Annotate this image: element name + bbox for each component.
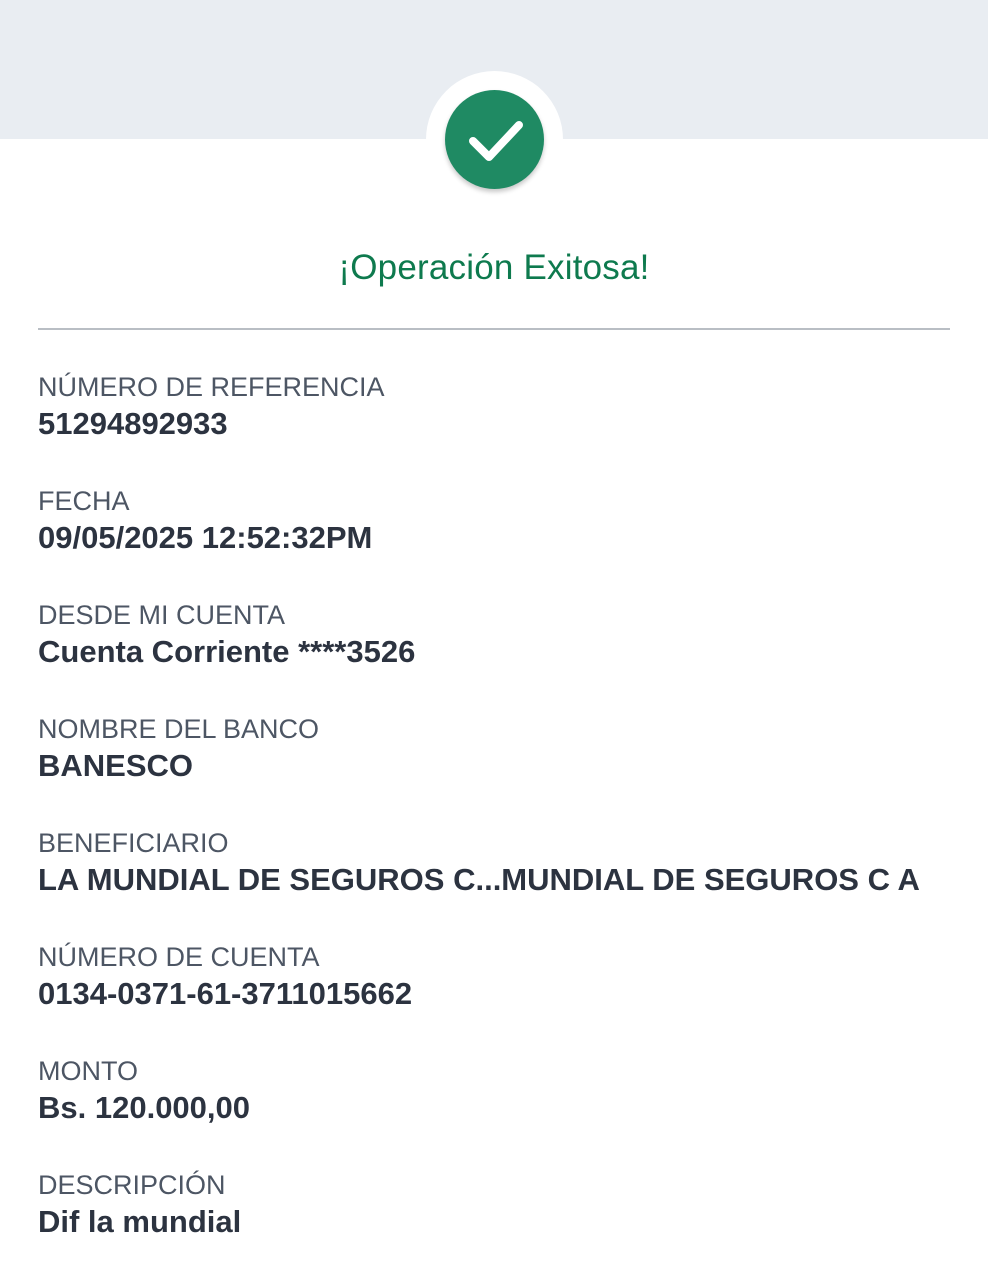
field-value: Bs. 120.000,00 bbox=[38, 1090, 251, 1125]
field-label: DESDE MI CUENTA bbox=[38, 600, 286, 630]
field-label: NOMBRE DEL BANCO bbox=[38, 714, 320, 744]
field-value: Cuenta Corriente ****3526 bbox=[38, 634, 416, 669]
success-title: ¡Operación Exitosa! bbox=[338, 248, 650, 287]
divider bbox=[38, 328, 950, 330]
field-date bbox=[38, 484, 968, 598]
field-source-account bbox=[38, 598, 968, 712]
check-circle-icon bbox=[445, 90, 544, 189]
field-value: BANESCO bbox=[38, 748, 194, 783]
field-label: NÚMERO DE REFERENCIA bbox=[38, 372, 385, 402]
field-account-number bbox=[38, 940, 968, 1054]
field-label: MONTO bbox=[38, 1056, 138, 1086]
transaction-details bbox=[38, 370, 968, 1282]
field-value: 09/05/2025 12:52:32PM bbox=[38, 520, 373, 555]
field-amount bbox=[38, 1054, 968, 1168]
field-value: 51294892933 bbox=[38, 406, 228, 441]
field-value: 0134-0371-61-3711015662 bbox=[38, 976, 413, 1011]
field-value: Dif la mundial bbox=[38, 1204, 242, 1239]
field-label: FECHA bbox=[38, 486, 130, 516]
field-beneficiary bbox=[38, 826, 968, 940]
field-reference-number bbox=[38, 370, 968, 484]
field-label: BENEFICIARIO bbox=[38, 828, 229, 858]
field-label: NÚMERO DE CUENTA bbox=[38, 942, 320, 972]
checkmark-icon bbox=[445, 90, 544, 189]
field-description bbox=[38, 1168, 968, 1282]
field-value: LA MUNDIAL DE SEGUROS C...MUNDIAL DE SEGUROS C A bbox=[38, 862, 920, 897]
field-bank-name bbox=[38, 712, 968, 826]
field-label: DESCRIPCIÓN bbox=[38, 1170, 226, 1200]
